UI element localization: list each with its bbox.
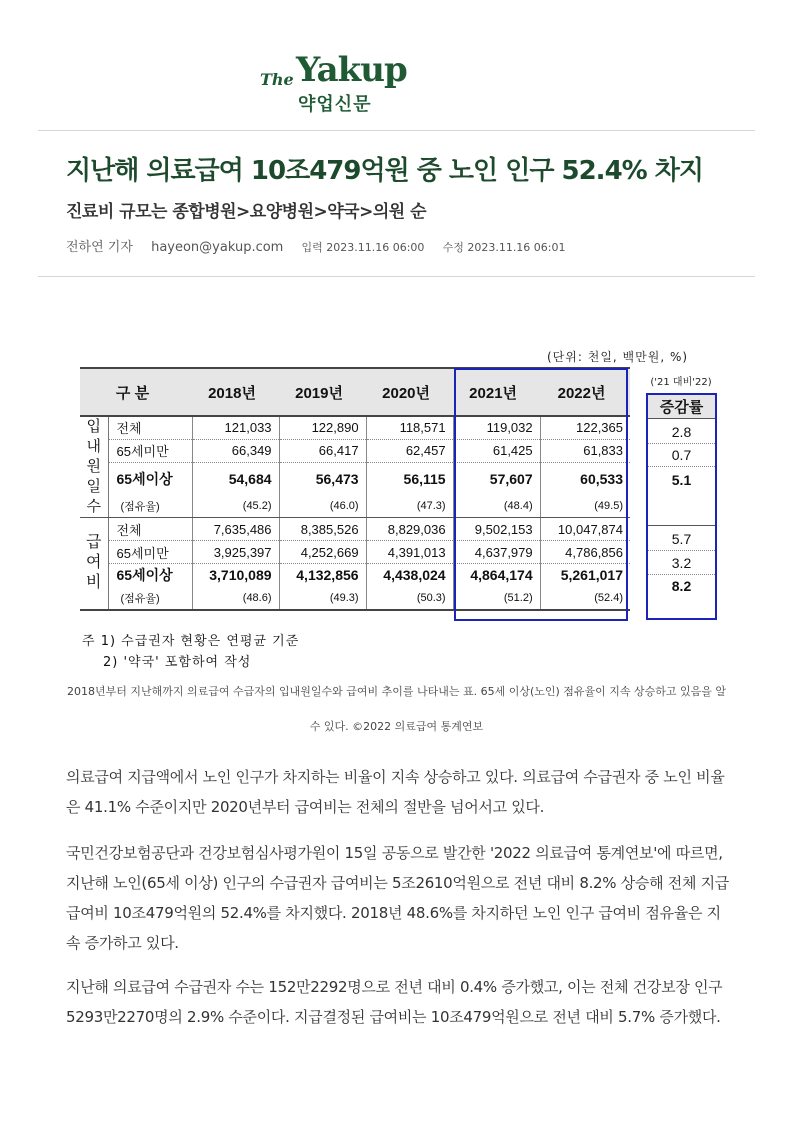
table-cell: (50.3) [366,587,453,610]
row-label: 65세미만 [108,541,192,564]
table-cell: 60,533 [540,462,630,494]
row-label: 65세미만 [108,439,192,462]
row-label: 65세이상 [116,567,173,584]
table-cell: 62,457 [366,439,453,462]
row-label: 65세이상 [116,470,173,487]
rate-value: 0.7 [671,447,692,463]
figure-caption: 2018년부터 지난해까지 의료급여 수급자의 입내원일수와 급여비 추이를 나타내는 표. 65세 이상(노인) 점유율이 지속 상승하고 있음을 알 수 있다. ©2022 의료급여 통계연보 [66,685,727,733]
header-divider [38,130,755,131]
table-cell: 56,473 [279,462,366,494]
table-cell: 61,833 [540,439,630,462]
table-cell: (51.2) [453,587,540,610]
header-2021: 2021년 [453,368,540,416]
rate-value: 5.1 [671,472,692,488]
table-cell: (48.4) [453,494,540,517]
logo-the-text: The [260,70,294,89]
article-paragraph: 의료급여 지급액에서 노인 인구가 차지하는 비율이 지속 상승하고 있다. 의료급여 수급권자 중 노인 비율은 41.1% 수준이지만 2020년부터 급여비는 전체의 절반을 넘어서고 있다. [66,768,725,816]
header-2018: 2018년 [192,368,279,416]
table-cell: 118,571 [366,416,453,439]
rate-value: 3.2 [671,555,692,571]
rate-divider [648,525,715,526]
table-cell: 66,417 [279,439,366,462]
byline [66,236,580,255]
table-cell: 4,786,856 [540,541,630,564]
table-cell: (52.4) [540,587,630,610]
rate-divider [648,574,715,575]
table-cell: 4,252,669 [279,541,366,564]
table-cell: (47.3) [366,494,453,517]
logo-korean: 약업신문 [298,94,372,115]
rate-divider [648,466,715,467]
rate-divider [648,443,715,444]
published-time: 입력 2023.11.16 06:00 [301,241,425,254]
change-rate-box [646,393,717,620]
change-rate-title: 증감률 [648,395,715,419]
table-cell: 119,032 [453,416,540,439]
article-paragraph: 지난해 의료급여 수급권자 수는 152만2292명으로 전년 대비 0.4% 증가했고, 이는 전체 건강보장 인구 5293만2270명의 2.9% 수준이다. 지급결정된 급여비는 10조479억원으로 전년 대비 5.7% 증가했다. [66,978,723,1026]
table-unit: (단위: 천일, 백만원, %) [547,350,689,364]
table-cell: (49.3) [279,587,366,610]
header-category: 구 분 [80,368,192,416]
reporter-name: 전하연 기자 [66,240,133,255]
rate-value: 5.7 [671,531,692,547]
yakup-logo[interactable] [260,52,430,118]
table-cell: 10,047,874 [540,518,630,541]
table-cell: 54,684 [192,462,279,494]
table-cell: 57,607 [453,462,540,494]
table-cell: 3,925,397 [192,541,279,564]
row-label: 전체 [108,416,192,439]
article-paragraph: 국민건강보험공단과 건강보험심사평가원이 15일 공동으로 발간한 '2022 의료급여 통계연보'에 따르면, 지난해 노인(65세 이상) 인구의 수급권자 급여비는 5조2610억원으로 전년 대비 8.2% 상승해 전체 지급 급여비 10조479억원의 52.4%를 차지했다. 2018년 48.6%를 차지하던 노인 인구 급여비 점유율은 지속 증가하고 있다. [66,844,729,952]
header-2019: 2019년 [279,368,366,416]
article-headline: 지난해 의료급여 10조479억원 중 노인 인구 52.4% 차지 [66,156,703,186]
table-cell: 66,349 [192,439,279,462]
table-cell: 7,635,486 [192,518,279,541]
table-cell: (45.2) [192,494,279,517]
rate-value: 8.2 [671,578,692,594]
reporter-email[interactable]: hayeon@yakup.com [151,240,284,255]
table-cell: 3,710,089 [192,564,279,587]
byline-divider [38,276,755,277]
table-note-1: 주 1) 수급권자 현황은 연평균 기준 [82,634,300,649]
group-label-visits: 입 내 원 일 수 [80,416,108,518]
table-cell: 56,115 [366,462,453,494]
table-cell: (49.5) [540,494,630,517]
table-cell: 4,864,174 [453,564,540,587]
table-cell: 8,829,036 [366,518,453,541]
table-cell: 122,365 [540,416,630,439]
rate-divider [648,550,715,551]
logo-wordmark: Yakup [296,50,407,90]
table-cell: 122,890 [279,416,366,439]
header-2022: 2022년 [540,368,630,416]
highlight-box-recent-years [454,368,628,621]
table-cell: (48.6) [192,587,279,610]
rate-comparison-note: ('21 대비'22) [650,377,712,388]
table-cell: 4,391,013 [366,541,453,564]
table-cell: 121,033 [192,416,279,439]
modified-time: 수정 2023.11.16 06:01 [442,241,566,254]
table-cell: 5,261,017 [540,564,630,587]
table-note-2: 2) '약국' 포함하여 작성 [103,655,252,670]
article-subhead: 진료비 규모는 종합병원>요양병원>약국>의원 순 [66,202,427,222]
group-label-benefits: 급 여 비 [80,518,108,610]
table-cell: 9,502,153 [453,518,540,541]
table-cell: 4,438,024 [366,564,453,587]
rate-value: 2.8 [671,424,692,440]
header-2020: 2020년 [366,368,453,416]
table-cell: 8,385,526 [279,518,366,541]
table-cell: 4,637,979 [453,541,540,564]
table-cell: 61,425 [453,439,540,462]
table-cell: 4,132,856 [279,564,366,587]
row-label: (점유율) [108,587,192,610]
table-cell: (46.0) [279,494,366,517]
row-label: 전체 [108,518,192,541]
row-label: (점유율) [108,494,192,517]
